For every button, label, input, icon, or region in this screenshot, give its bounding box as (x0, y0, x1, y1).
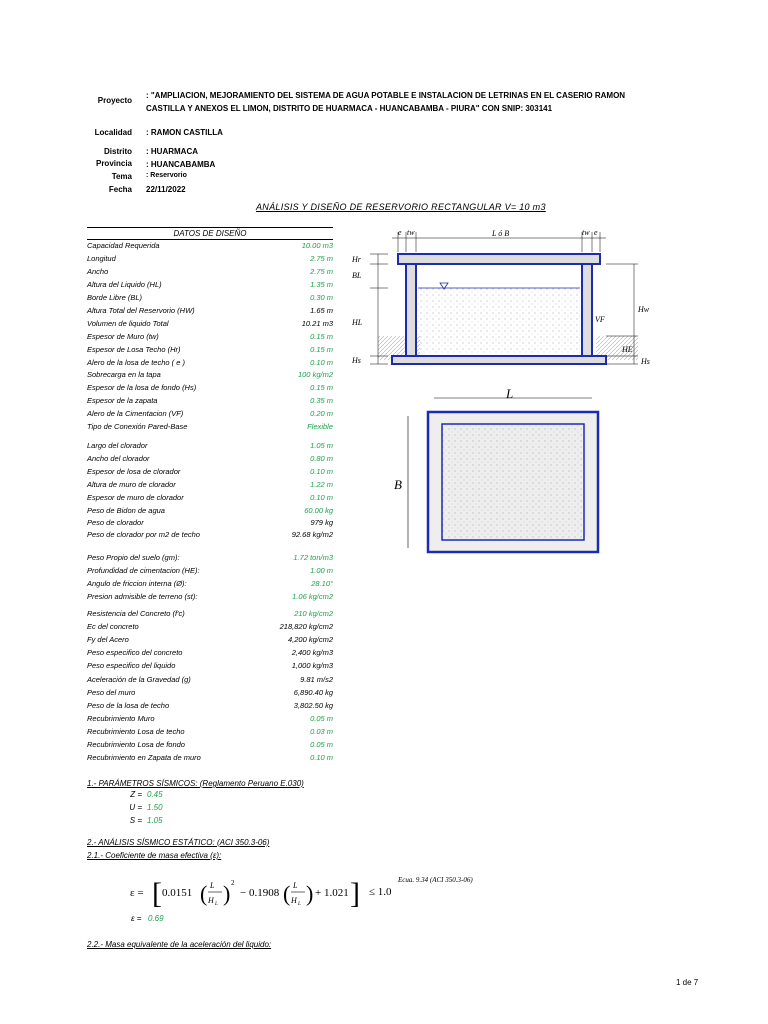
data-row (87, 396, 333, 408)
data-row-label: Peso especifico del concreto (87, 648, 183, 657)
svg-text:): ) (223, 881, 231, 906)
data-row-label: Recubrimiento Muro (87, 714, 155, 723)
data-row-value: 1.35 m (310, 280, 333, 289)
data-row-label: Espesor de Losa Techo (Hr) (87, 345, 181, 354)
data-row-value: 979 kg (310, 518, 333, 527)
section-2-1-title: 2.1.- Coeficiente de masa efectiva (ε): (87, 851, 222, 860)
data-row-value: 60.00 kg (304, 506, 333, 515)
svg-text:H: H (291, 896, 297, 905)
data-row (87, 688, 333, 700)
data-row (87, 661, 333, 673)
reservoir-elevation-diagram (348, 228, 658, 376)
data-row-value: 0.10 m (310, 358, 333, 367)
data-row-label: Espesor de la losa de fondo (Hs) (87, 383, 197, 392)
data-row-value: 92.68 kg/m2 (291, 530, 333, 539)
data-row-value: 0.03 m (310, 727, 333, 736)
data-row (87, 566, 333, 578)
seismic-value: 1.50 (147, 803, 163, 812)
distrito-label: Distrito (104, 147, 132, 156)
data-row-value: Flexible (307, 422, 333, 431)
data-row-value: 1,000 kg/m3 (291, 661, 333, 670)
data-row-label: Fy del Acero (87, 635, 129, 644)
section-2-2-title: 2.2.- Masa equivalente de la aceleración del liquido: (87, 940, 272, 949)
formula-tail: ≤ 1.0 (369, 886, 392, 898)
data-row-value: 100 kg/m2 (297, 370, 333, 379)
fecha-label: Fecha (108, 185, 132, 194)
svg-text:L: L (298, 902, 301, 907)
page-number: 1 de 7 (676, 978, 699, 987)
data-row-value: 1.65 m (310, 306, 333, 315)
data-row-value: 0.80 m (310, 454, 333, 463)
data-row-label: Espesor de la zapata (87, 396, 158, 405)
epsilon-label: ε = (131, 914, 142, 923)
data-row (87, 422, 333, 434)
data-row-label: Aceleración de la Gravedad (g) (87, 675, 191, 684)
label-hs-right: Hs (641, 357, 650, 366)
equation-reference: Ecua. 9.34 (ACI 350.3-06) (398, 876, 473, 884)
data-row (87, 319, 333, 331)
data-row-value: 0.15 m (310, 332, 333, 341)
data-row (87, 306, 333, 318)
data-row-label: Peso del muro (87, 688, 136, 697)
fecha-value: 22/11/2022 (146, 185, 186, 194)
seismic-label: S = (129, 816, 142, 825)
data-row (87, 518, 333, 530)
svg-text:+ 1.021: + 1.021 (315, 887, 349, 899)
label-he: HE (622, 345, 633, 354)
svg-text:− 0.1908: − 0.1908 (240, 887, 280, 899)
data-row-value: 0.15 m (310, 383, 333, 392)
data-row-value: 3,802.50 kg (293, 701, 333, 710)
provincia-value: : HUANCABAMBA (146, 160, 216, 169)
label-e-left: e (398, 228, 402, 237)
data-row (87, 267, 333, 279)
label-tw-left: tw (407, 228, 415, 237)
tema-value: : Reservorio (146, 172, 187, 179)
data-row-value: 0.05 m (310, 714, 333, 723)
data-row-label: Peso Propio del suelo (gm): (87, 553, 180, 562)
data-row-label: Recubrimiento Losa de fondo (87, 740, 185, 749)
data-row-label: Sobrecarga en la tapa (87, 370, 161, 379)
data-row-value: 6,890.40 kg (293, 688, 333, 697)
data-row-value: 9.81 m/s2 (300, 675, 333, 684)
data-row-label: Alero de la losa de techo ( e ) (87, 358, 185, 367)
data-row-label: Espesor de muro de clorador (87, 493, 184, 502)
data-row-label: Peso de Bidon de agua (87, 506, 165, 515)
data-row-label: Angulo de friccion interna (Ø): (87, 579, 187, 588)
data-row (87, 493, 333, 505)
data-row (87, 383, 333, 395)
data-row-label: Espesor de losa de clorador (87, 467, 181, 476)
svg-text:H: H (208, 896, 214, 905)
data-row (87, 740, 333, 752)
data-row (87, 506, 333, 518)
data-row (87, 293, 333, 305)
datos-diseno-header: DATOS DE DISEÑO (87, 227, 333, 240)
data-row-value: 0.30 m (310, 293, 333, 302)
label-hr: Hr (352, 255, 361, 264)
data-row-value: 0.15 m (310, 345, 333, 354)
data-row-label: Ancho del clorador (87, 454, 150, 463)
data-row-value: 218,820 kg/cm2 (279, 622, 333, 631)
label-hs: Hs (352, 356, 361, 365)
data-row-label: Recubrimiento en Zapata de muro (87, 753, 201, 762)
data-row-label: Altura de muro de clorador (87, 480, 176, 489)
label-l: L (506, 386, 514, 401)
data-row-value: 2,400 kg/m3 (291, 648, 333, 657)
data-row-value: 1.00 m (310, 566, 333, 575)
data-row-value: 0.10 m (310, 493, 333, 502)
data-row-value: 210 kg/cm2 (294, 609, 333, 618)
data-row-label: Borde Libre (BL) (87, 293, 143, 302)
data-row-value: 1.06 kg/cm2 (292, 592, 333, 601)
proyecto-label: Proyecto (97, 96, 132, 105)
data-row-label: Peso de clorador por m2 de techo (87, 530, 200, 539)
label-lob: L ó B (492, 229, 510, 238)
data-row-label: Largo del clorador (87, 441, 148, 450)
label-b: B (394, 477, 402, 492)
distrito-value: : HUARMACA (146, 147, 198, 156)
data-row-value: 1.05 m (310, 441, 333, 450)
seismic-value: 1.05 (147, 816, 163, 825)
data-row-value: 2.75 m (310, 267, 333, 276)
localidad-value: : RAMON CASTILLA (146, 128, 223, 137)
svg-text:): ) (306, 881, 314, 906)
data-row (87, 370, 333, 382)
data-row-label: Ancho (87, 267, 109, 276)
data-row-label: Altura Total del Reservorio (HW) (87, 306, 195, 315)
data-row (87, 592, 333, 604)
svg-text:L: L (293, 881, 298, 890)
data-row-value: 28.10° (311, 579, 333, 588)
data-row (87, 727, 333, 739)
data-row-label: Peso de la losa de techo (87, 701, 170, 710)
data-row (87, 454, 333, 466)
data-row-label: Tipo de Conexión Pared-Base (87, 422, 188, 431)
data-row-value: 0.10 m (310, 753, 333, 762)
data-row (87, 332, 333, 344)
label-bl: BL (352, 271, 362, 280)
data-row-label: Longitud (87, 254, 116, 263)
data-row-label: Resistencia del Concreto (f'c) (87, 609, 185, 618)
data-row (87, 358, 333, 370)
page-title: ANÁLISIS Y DISEÑO DE RESERVORIO RECTANGULAR V= 10 m3 (256, 202, 546, 212)
data-row-value: 0.35 m (310, 396, 333, 405)
data-row-value: 4,200 kg/cm2 (287, 635, 333, 644)
data-row-label: Recubrimiento Losa de techo (87, 727, 185, 736)
data-row (87, 753, 333, 765)
label-e-right: e (594, 228, 598, 237)
data-row (87, 714, 333, 726)
seismic-value: 0.45 (147, 790, 163, 799)
data-row (87, 254, 333, 266)
seismic-label: Z = (130, 790, 142, 799)
data-row (87, 409, 333, 421)
data-row (87, 467, 333, 479)
svg-text:]: ] (350, 877, 360, 910)
data-row-label: Peso de clorador (87, 518, 144, 527)
epsilon-value: 0.69 (148, 914, 164, 923)
data-row (87, 579, 333, 591)
label-hw: Hw (638, 305, 650, 314)
data-row-value: 10.00 m3 (301, 241, 333, 250)
data-row-label: Profundidad de cimentacion (HE): (87, 566, 200, 575)
data-row-value: 0.20 m (310, 409, 333, 418)
tema-label: Tema (111, 172, 132, 181)
section-1-title: 1.- PARÁMETROS SÍSMICOS: (Reglamento Peruano E.030) (87, 779, 304, 788)
data-row (87, 622, 333, 634)
svg-text:2: 2 (231, 879, 235, 887)
svg-text:(: ( (200, 881, 208, 906)
data-row (87, 345, 333, 357)
data-row (87, 441, 333, 453)
data-row (87, 701, 333, 713)
data-row-value: 2.75 m (310, 254, 333, 263)
label-hl: HL (352, 318, 363, 327)
proyecto-value: : "AMPLIACION, MEJORAMIENTO DEL SISTEMA DE AGUA POTABLE E INSTALACION DE LETRINAS EN EL CASERIO RAMON CASTILLA Y ANEXOS EL LIMON, DISTRITO DE HUARMACA - HUANCABAMBA - PIURA" CON SNIP: 303141 (146, 91, 626, 113)
epsilon-formula (128, 865, 368, 915)
data-row (87, 635, 333, 647)
data-row-label: Ec del concreto (87, 622, 139, 631)
data-row-value: 10.21 m3 (301, 319, 333, 328)
data-row (87, 280, 333, 292)
data-row-label: Alero de la Cimentacion (VF) (87, 409, 184, 418)
data-row-label: Presion admisible de terreno (st): (87, 592, 198, 601)
data-row-label: Altura del Liquido (HL) (87, 280, 162, 289)
svg-text:(: ( (283, 881, 291, 906)
label-tw-right: tw (582, 228, 590, 237)
data-row-label: Espesor de Muro (tw) (87, 332, 159, 341)
data-row-label: Peso especifico del liquido (87, 661, 176, 670)
seismic-label: U = (129, 803, 142, 812)
data-row-value: 1.72 ton/m3 (293, 553, 333, 562)
data-row (87, 609, 333, 621)
data-row (87, 553, 333, 565)
provincia-label: Provincia (95, 159, 132, 168)
localidad-label: Localidad (94, 128, 132, 137)
svg-text:[: [ (152, 877, 162, 910)
svg-text:L: L (215, 902, 218, 907)
svg-text:ε =: ε = (130, 887, 144, 899)
data-row-value: 0.10 m (310, 467, 333, 476)
data-row-label: Capacidad Requerida (87, 241, 160, 250)
data-row-value: 1.22 m (310, 480, 333, 489)
data-row (87, 648, 333, 660)
data-row (87, 480, 333, 492)
section-2-title: 2.- ANÁLISIS SÍSMICO ESTÁTICO: (ACI 350.3-06) (87, 838, 270, 847)
label-vf: VF (595, 315, 605, 324)
data-row (87, 530, 333, 542)
data-row-label: Volumen de liquido Total (87, 319, 169, 328)
reservoir-plan-diagram (394, 386, 604, 576)
data-row (87, 241, 333, 253)
svg-text:L: L (210, 881, 215, 890)
data-row (87, 675, 333, 687)
data-row-value: 0.05 m (310, 740, 333, 749)
svg-text:0.0151: 0.0151 (162, 887, 193, 899)
